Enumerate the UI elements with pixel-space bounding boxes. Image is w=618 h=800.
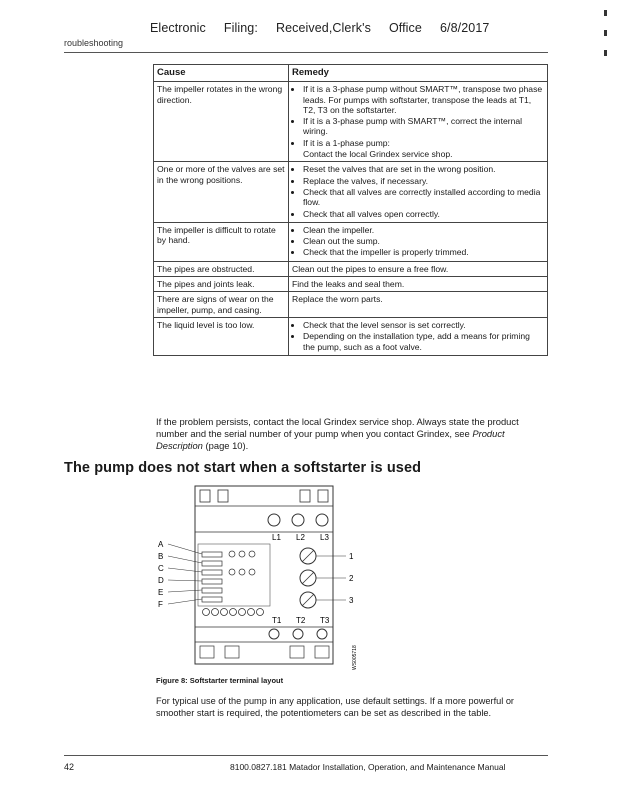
- softstarter-diagram: [150, 482, 370, 672]
- table-row: [154, 317, 548, 355]
- remedy-cell: [289, 162, 548, 222]
- footer-title: 8100.0827.181 Matador Installation, Operation, and Maintenance Manual: [230, 762, 506, 772]
- header-office: Office: [388, 21, 422, 35]
- callout-b: B: [158, 552, 164, 561]
- header-electronic: Electronic: [150, 21, 206, 35]
- remedy-cell: [289, 222, 548, 261]
- cause-cell: The liquid level is too low.: [154, 317, 289, 355]
- cause-cell: The pipes are obstructed.: [154, 261, 289, 276]
- terminal-l2: [292, 514, 304, 526]
- table-row: [154, 277, 548, 292]
- figure-caption: Figure 8: Softstarter terminal layout: [156, 676, 284, 685]
- table-row: [154, 82, 548, 162]
- col-cause-header: Cause: [154, 65, 289, 82]
- potentiometer-3-slot: [302, 594, 314, 606]
- remedy-cell: Find the leaks and seal them.: [289, 277, 548, 292]
- cause-cell: There are signs of wear on the impeller, pump, and casing.: [154, 292, 289, 318]
- dip-switches: [202, 552, 222, 602]
- section-label: roubleshooting: [64, 38, 124, 48]
- body-paragraph: For typical use of the pump in any application, use default settings. If a more powerful or smoother start is required, the potentiometers can be set as described in the table.: [156, 696, 514, 718]
- terminal-t1: [269, 629, 279, 639]
- header-rule: [64, 52, 548, 53]
- filing-header: [150, 21, 507, 35]
- terminal-l1: [268, 514, 280, 526]
- remedy-cell: [289, 317, 548, 355]
- table-row: [154, 261, 548, 276]
- terminal-l3: [316, 514, 328, 526]
- edge-mark: [604, 10, 607, 16]
- callout-e: E: [158, 588, 164, 597]
- footer-rule: [64, 755, 548, 756]
- terminal-label-t3: T3: [320, 616, 330, 625]
- contact-page-ref: (page 10).: [205, 440, 249, 451]
- remedy-cell: Replace the worn parts.: [289, 292, 548, 318]
- contact-paragraph: [156, 416, 548, 452]
- terminal-label-l2: L2: [296, 533, 305, 542]
- header-date: 6/8/2017: [439, 21, 490, 35]
- remedy-item: • If it is a 3-phase pump without SMART™, transpose two phase leads. For pumps with softstarter, transpose the leads at T1, T2, T3 on the softstarter.: [303, 84, 544, 115]
- page-number: 42: [64, 762, 75, 772]
- table-row: [154, 222, 548, 261]
- remedy-item: • If it is a 1-phase pump:: [303, 138, 544, 148]
- callout-2: 2: [349, 574, 354, 583]
- terminal-label-l1: L1: [272, 533, 281, 542]
- contact-text: If the problem persists, contact the local Grindex service shop. Always state the product number and the serial number of your pump when you contact Grindex, see: [156, 416, 519, 439]
- remedy-extra: Contact the local Grindex service shop.: [303, 149, 453, 160]
- remedy-item: • If it is a 3-phase pump with SMART™, correct the internal wiring.: [303, 116, 544, 137]
- edge-mark: [604, 30, 607, 36]
- terminal-t3: [317, 629, 327, 639]
- cause-cell: The impeller is difficult to rotate by hand.: [154, 222, 289, 261]
- edge-mark: [604, 50, 607, 56]
- remedy-item: • Clean the impeller.: [303, 225, 544, 235]
- table-header-row: [154, 65, 548, 82]
- section-heading: The pump does not start when a softstarter is used: [64, 460, 422, 476]
- cause-cell: The pipes and joints leak.: [154, 277, 289, 292]
- terminal-t2: [293, 629, 303, 639]
- remedy-item: • Clean out the sump.: [303, 236, 544, 246]
- remedy-item: • Check that the level sensor is set correctly.: [303, 320, 544, 330]
- cause-cell: One or more of the valves are set in the wrong positions.: [154, 162, 289, 222]
- small-pots: [229, 551, 255, 575]
- callout-f: F: [158, 600, 163, 609]
- table-row: [154, 162, 548, 222]
- terminal-label-l3: L3: [320, 533, 329, 542]
- callout-d: D: [158, 576, 164, 585]
- top-tab: [200, 490, 210, 502]
- table-row: [154, 292, 548, 318]
- bottom-tab: [225, 646, 239, 658]
- col-remedy-header: Remedy: [289, 65, 548, 82]
- terminal-label-t1: T1: [272, 616, 282, 625]
- bottom-connectors: [203, 609, 264, 616]
- remedy-item: • Depending on the installation type, add a means for priming the pump, such as a foot valve.: [303, 331, 544, 352]
- potentiometer-2-slot: [302, 572, 314, 584]
- remedy-item: • Check that all valves are correctly installed according to media flow.: [303, 187, 544, 208]
- top-tab: [318, 490, 328, 502]
- remedy-cell: [289, 82, 548, 162]
- remedy-cell: Clean out the pipes to ensure a free flow.: [289, 261, 548, 276]
- figure-id: WS005718: [352, 645, 358, 670]
- remedy-item: • Reset the valves that are set in the wrong position.: [303, 164, 544, 174]
- product-description-link[interactable]: Product Description: [156, 428, 505, 451]
- bottom-tab: [290, 646, 304, 658]
- potentiometer-1-slot: [302, 550, 314, 562]
- troubleshooting-table: [153, 64, 548, 356]
- callout-c: C: [158, 564, 164, 573]
- bottom-tab: [200, 646, 214, 658]
- remedy-item: • Replace the valves, if necessary.: [303, 176, 544, 186]
- top-tab: [300, 490, 310, 502]
- callout-a: A: [158, 540, 164, 549]
- remedy-item: • Check that the impeller is properly trimmed.: [303, 247, 544, 257]
- remedy-item: • Check that all valves open correctly.: [303, 209, 544, 219]
- bottom-tab: [315, 646, 329, 658]
- callout-1: 1: [349, 552, 354, 561]
- callout-3: 3: [349, 596, 354, 605]
- terminal-label-t2: T2: [296, 616, 306, 625]
- left-leaders: [168, 544, 202, 604]
- top-tab: [218, 490, 228, 502]
- header-filing: Filing:: [223, 21, 258, 35]
- cause-cell: The impeller rotates in the wrong direction.: [154, 82, 289, 162]
- header-received: Received,Clerk's: [275, 21, 371, 35]
